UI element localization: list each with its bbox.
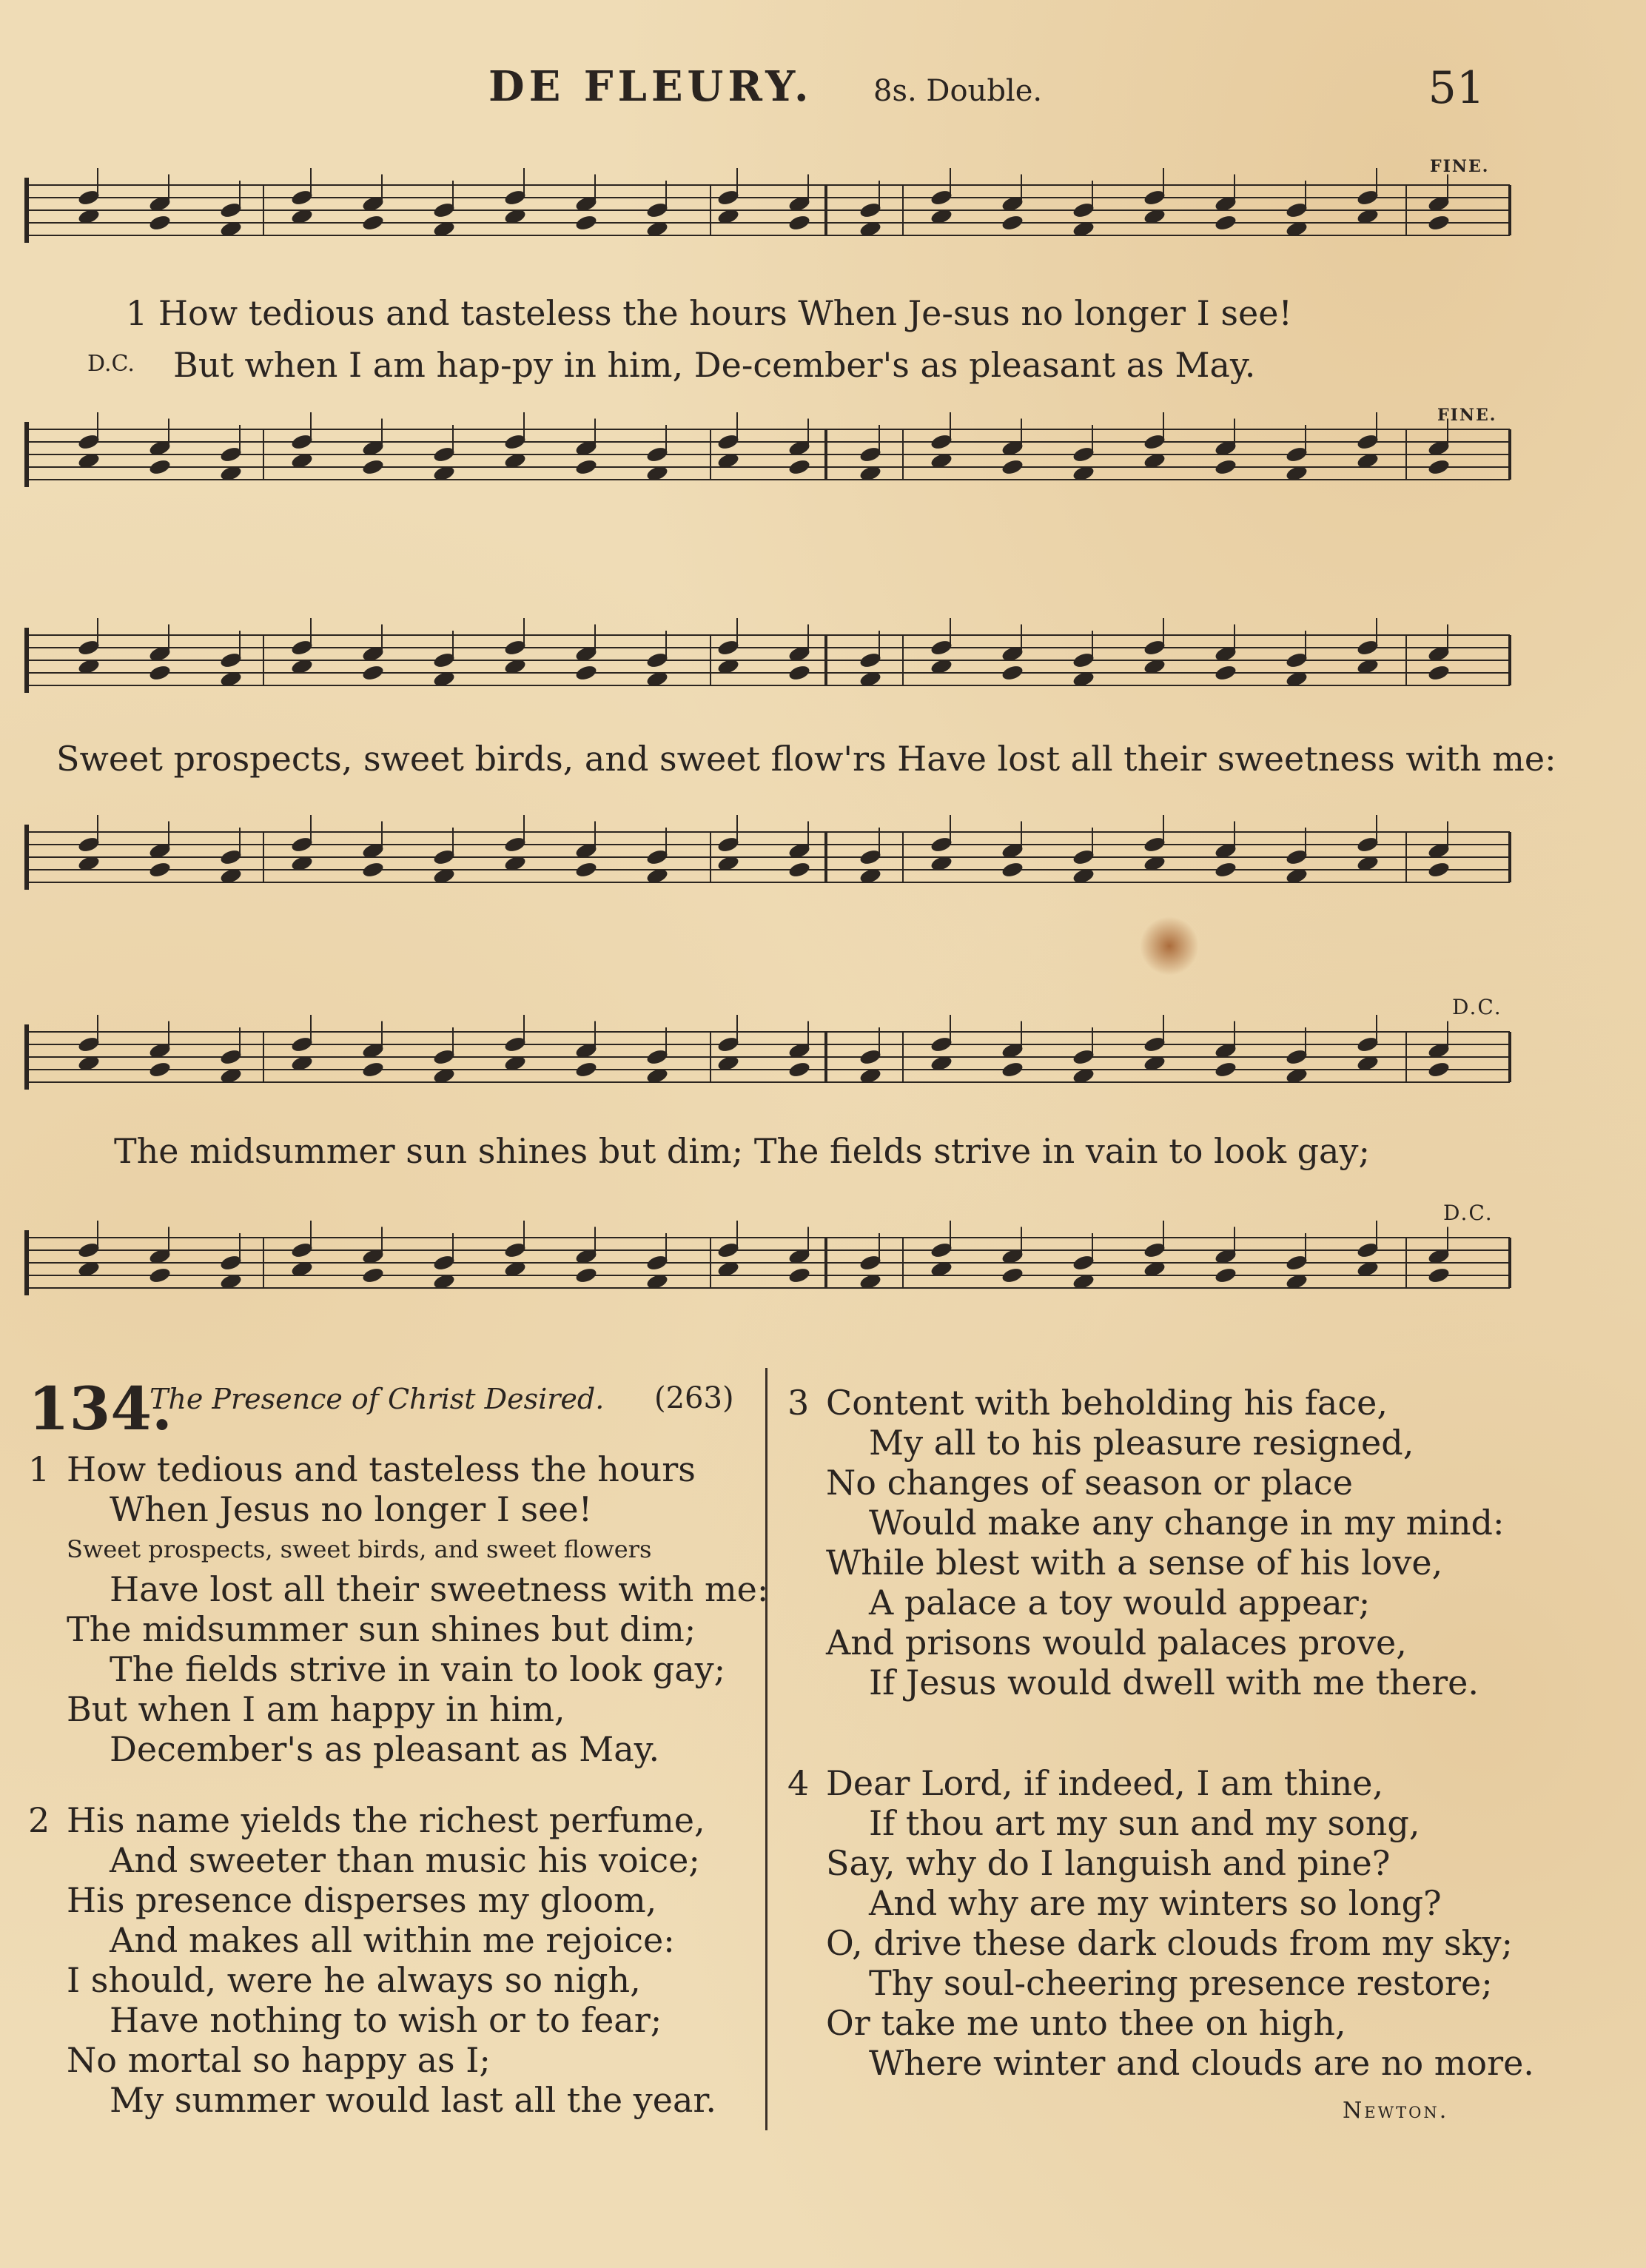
note-head: [574, 214, 598, 232]
note-head: [361, 1266, 385, 1285]
stanza-line: Say, why do I languish and pine?: [826, 1843, 1391, 1883]
hymn-reference: (263): [654, 1381, 734, 1415]
note-head: [1214, 458, 1237, 477]
stanza-number: 2: [28, 1800, 50, 1840]
note-head: [148, 1061, 172, 1079]
note-head: [148, 1266, 172, 1285]
fine-mark-top: FINE.: [1430, 157, 1490, 176]
hymn-title: The Presence of Christ Desired.: [150, 1383, 605, 1415]
stanza-number: 3: [787, 1383, 810, 1423]
stanza-line: No changes of season or place: [826, 1463, 1353, 1503]
note-head: [1214, 664, 1237, 682]
stanza-line: While blest with a sense of his love,: [826, 1543, 1443, 1583]
note-head: [361, 458, 385, 477]
note-head: [787, 1266, 811, 1285]
note-head: [787, 1061, 811, 1079]
note-head: [1427, 1061, 1451, 1079]
stanza-2: [28, 1800, 716, 2120]
note-head: [574, 664, 598, 682]
stanza-line: Dear Lord, if indeed, I am thine,: [826, 1763, 1384, 1803]
stanza-line: The midsummer sun shines but dim;: [67, 1609, 696, 1649]
stanza-line: His name yields the richest perfume,: [67, 1800, 705, 1840]
note-head: [361, 861, 385, 879]
note-head: [1427, 861, 1451, 879]
note-head: [148, 861, 172, 879]
stanza-line: Where winter and clouds are no more.: [869, 2043, 1534, 2083]
stanza-1: [28, 1449, 769, 1769]
note-head: [787, 664, 811, 682]
stanza-line: Sweet prospects, sweet birds, and sweet flowers: [67, 1535, 652, 1563]
tune-name: DE FLEURY.: [488, 62, 813, 111]
note-head: [1427, 458, 1451, 477]
meter: 8s. Double.: [873, 74, 1043, 108]
lyric-row3: The midsummer sun shines but dim; The fields strive in vain to look gay;: [114, 1131, 1370, 1171]
stanza-number: 4: [787, 1763, 810, 1803]
stanza-line: No mortal so happy as I;: [67, 2040, 491, 2080]
lyric-row1-dc-label: D.C.: [87, 351, 135, 377]
note-head: [1214, 214, 1237, 232]
note-head: [1427, 664, 1451, 682]
note-head: [148, 458, 172, 477]
stanza-line: A palace a toy would appear;: [869, 1583, 1371, 1623]
dc-mark-top: D.C.: [1452, 995, 1502, 1019]
stanza-line: And makes all within me rejoice:: [110, 1920, 675, 1960]
author: Newton.: [1343, 2098, 1449, 2124]
note-head: [574, 1266, 598, 1285]
stanza-line: Would make any change in my mind:: [869, 1503, 1505, 1543]
stanza-line: Content with beholding his face,: [826, 1383, 1388, 1423]
lyric-row1-verse: 1 How tedious and tasteless the hours When Je-sus no longer I see!: [126, 293, 1292, 333]
note-head: [1001, 458, 1024, 477]
note-head: [574, 1061, 598, 1079]
note-head: [787, 458, 811, 477]
note-head: [1001, 214, 1024, 232]
stanza-line: My summer would last all the year.: [110, 2080, 716, 2120]
stanza-line: If Jesus would dwell with me there.: [869, 1663, 1479, 1702]
stanza-line: If thou art my sun and my song,: [869, 1803, 1420, 1843]
note-head: [1001, 861, 1024, 879]
stanza-3: [787, 1383, 1505, 1702]
stanza-line: The fields strive in vain to look gay;: [110, 1649, 726, 1689]
stanza-line: December's as pleasant as May.: [110, 1729, 660, 1769]
paper-stain: [1140, 916, 1199, 976]
stanza-line: But when I am happy in him,: [67, 1689, 565, 1729]
note-head: [1001, 664, 1024, 682]
lyric-row2: Sweet prospects, sweet birds, and sweet flow'rs Have lost all their sweetness with me:: [56, 739, 1556, 779]
note-head: [148, 664, 172, 682]
note-head: [361, 664, 385, 682]
note-head: [1001, 1061, 1024, 1079]
stanza-line: My all to his pleasure resigned,: [869, 1423, 1414, 1463]
note-head: [361, 1061, 385, 1079]
stanza-line: His presence disperses my gloom,: [67, 1880, 657, 1920]
note-head: [574, 458, 598, 477]
note-head: [787, 214, 811, 232]
page-number: 51: [1428, 62, 1485, 114]
note-head: [574, 861, 598, 879]
stanza-line: And prisons would palaces prove,: [826, 1623, 1407, 1663]
note-head: [361, 214, 385, 232]
stanza-line: Have nothing to wish or to fear;: [110, 2000, 662, 2040]
note-head: [1214, 1061, 1237, 1079]
note-head: [148, 214, 172, 232]
hymn-number: 134.: [28, 1374, 172, 1443]
stanza-number: 1: [28, 1449, 50, 1489]
stanza-line: O, drive these dark clouds from my sky;: [826, 1923, 1513, 1963]
note-head: [1427, 1266, 1451, 1285]
note-head: [1001, 1266, 1024, 1285]
note-head: [1214, 1266, 1237, 1285]
lyric-row1-dc-text: But when I am hap-py in him, De-cember's as pleasant as May.: [173, 345, 1256, 385]
stanza-line: And why are my winters so long?: [869, 1883, 1442, 1923]
note-head: [1214, 861, 1237, 879]
dc-mark-bass: D.C.: [1443, 1201, 1494, 1225]
stanza-line: Or take me unto thee on high,: [826, 2003, 1346, 2043]
stanza-line: I should, were he always so nigh,: [67, 1960, 641, 2000]
stanza-line: Have lost all their sweetness with me:: [110, 1569, 769, 1609]
stanza-4: [787, 1763, 1534, 2083]
note-head: [787, 861, 811, 879]
stanza-line: When Jesus no longer I see!: [110, 1489, 593, 1529]
stanza-line: And sweeter than music his voice;: [110, 1840, 700, 1880]
note-head: [1427, 214, 1451, 232]
stanza-line: How tedious and tasteless the hours: [67, 1449, 696, 1489]
stanza-line: Thy soul-cheering presence restore;: [869, 1963, 1493, 2003]
fine-mark-bass: FINE.: [1437, 406, 1497, 425]
